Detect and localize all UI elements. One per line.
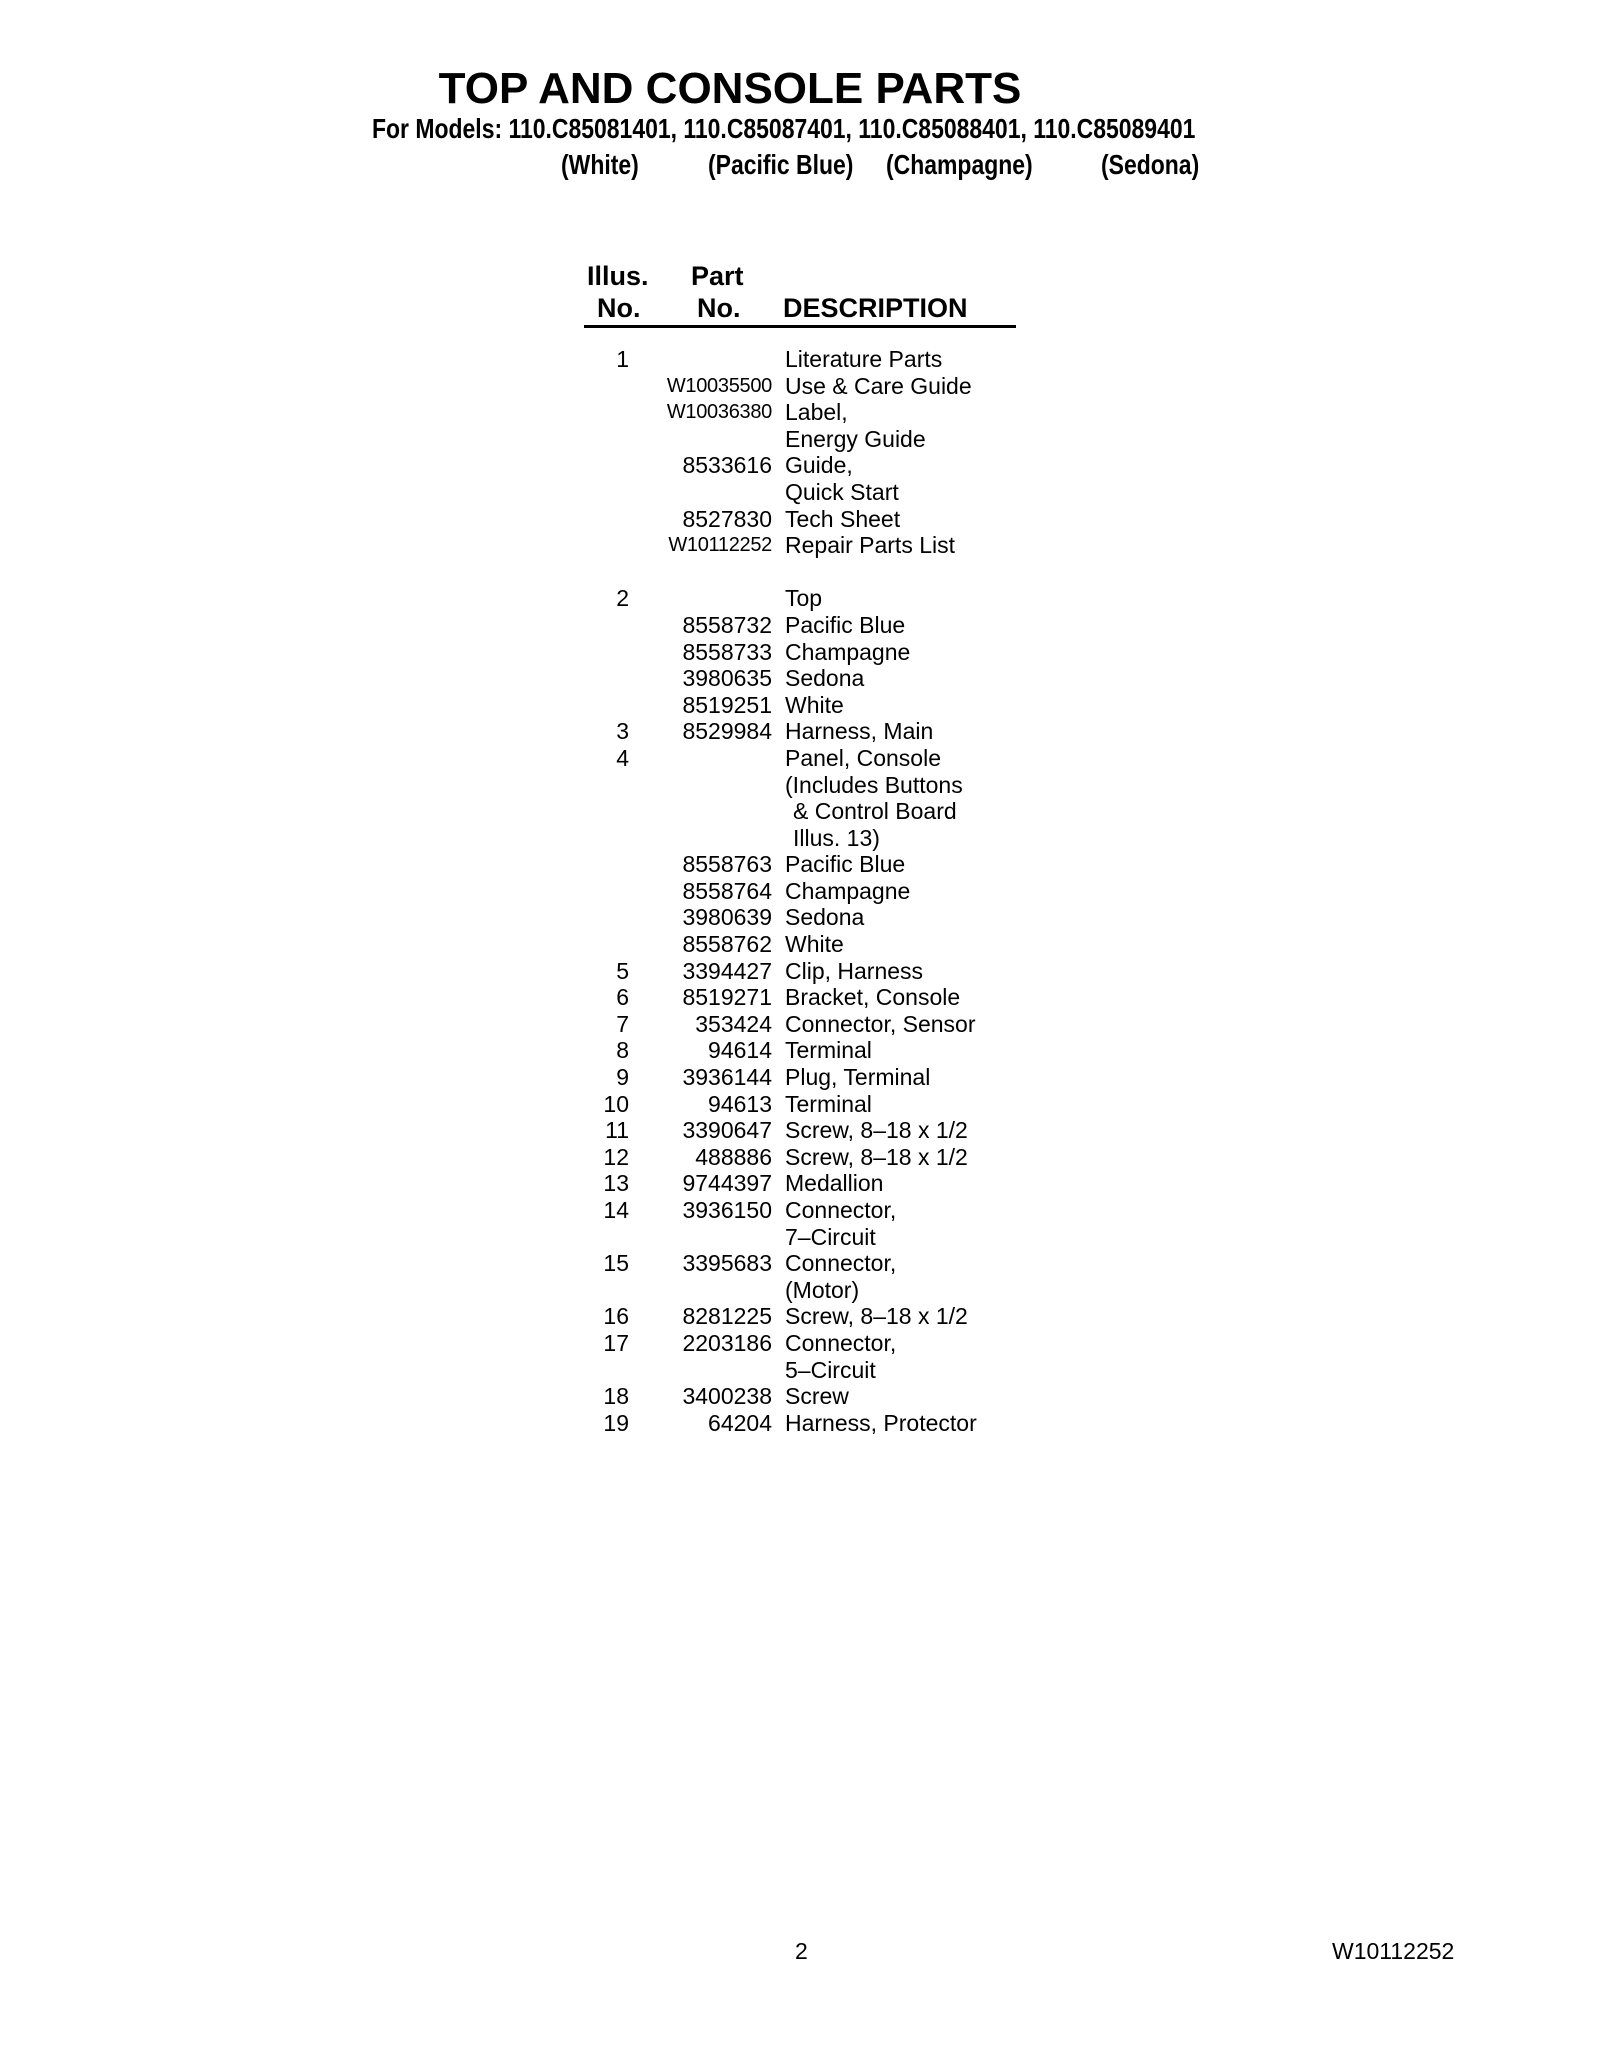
part-number: 353424 xyxy=(695,1010,772,1037)
part-description: & Control Board xyxy=(793,798,957,825)
illus-number: 5 xyxy=(616,957,629,984)
part-number: 488886 xyxy=(695,1143,772,1170)
illus-number: 10 xyxy=(603,1090,629,1117)
part-number: 8558733 xyxy=(682,638,772,665)
table-row xyxy=(0,878,1600,905)
table-row xyxy=(0,1357,1600,1384)
part-number: 94614 xyxy=(708,1037,772,1064)
header-part-line1: Part xyxy=(691,261,744,291)
part-description: Clip, Harness xyxy=(785,957,924,984)
table-row xyxy=(0,825,1600,852)
table-row xyxy=(0,984,1600,1011)
part-description: (Includes Buttons xyxy=(785,771,963,798)
part-description: Bracket, Console xyxy=(785,984,961,1011)
table-row xyxy=(0,559,1600,586)
part-number: 3394427 xyxy=(682,957,772,984)
illus-number: 14 xyxy=(603,1197,629,1223)
part-number: 8558732 xyxy=(682,611,772,638)
part-description: White xyxy=(785,691,844,718)
table-row xyxy=(0,1277,1600,1304)
part-description: Screw, 8–18 x 1/2 xyxy=(785,1117,968,1144)
table-row xyxy=(0,1303,1600,1330)
part-number: 8527830 xyxy=(682,505,772,532)
table-row xyxy=(0,1011,1600,1038)
table-row xyxy=(0,1250,1600,1277)
part-number: 8519271 xyxy=(682,984,772,1011)
parts-list xyxy=(0,346,1600,1436)
part-description: Use & Care Guide xyxy=(785,372,972,399)
variant-white: (White) xyxy=(561,149,639,180)
table-row xyxy=(0,851,1600,878)
part-description: Pacific Blue xyxy=(785,611,906,638)
part-number: W10112252 xyxy=(668,534,772,557)
table-row xyxy=(0,1224,1600,1251)
part-number: 3936150 xyxy=(682,1197,772,1223)
part-number: 8529984 xyxy=(682,718,772,745)
illus-number: 19 xyxy=(603,1409,629,1436)
table-row xyxy=(0,1197,1600,1224)
table-row xyxy=(0,798,1600,825)
table-row xyxy=(0,532,1600,559)
table-row xyxy=(0,931,1600,958)
table-row xyxy=(0,718,1600,745)
part-number: 3395683 xyxy=(682,1250,772,1277)
illus-number: 18 xyxy=(603,1383,629,1410)
table-row xyxy=(0,346,1600,373)
part-number: 3980635 xyxy=(682,665,772,692)
part-description: Quick Start xyxy=(785,478,899,505)
table-row xyxy=(0,1037,1600,1064)
part-description: Harness, Main xyxy=(785,718,934,745)
part-description: Tech Sheet xyxy=(785,505,901,532)
part-number: 8533616 xyxy=(682,452,772,479)
page-title: TOP AND CONSOLE PARTS xyxy=(438,64,1022,113)
models-line: For Models: 110.C85081401, 110.C85087401, 110.C85088401, 110.C85089401 xyxy=(372,113,1196,144)
illus-number: 12 xyxy=(603,1143,629,1170)
illus-number: 8 xyxy=(616,1037,629,1064)
part-description: Sedona xyxy=(785,904,865,931)
table-row xyxy=(0,692,1600,719)
part-description: (Motor) xyxy=(785,1276,860,1303)
table-row xyxy=(0,426,1600,453)
part-description: Champagne xyxy=(785,877,911,904)
table-row xyxy=(0,452,1600,479)
part-description: 5–Circuit xyxy=(785,1356,876,1383)
illus-number: 3 xyxy=(616,718,629,745)
part-description: Sedona xyxy=(785,665,865,692)
part-number: 3390647 xyxy=(682,1117,772,1144)
illus-number: 1 xyxy=(616,346,629,372)
table-row xyxy=(0,904,1600,931)
table-row xyxy=(0,1170,1600,1197)
part-description: Connector, xyxy=(785,1250,897,1277)
part-number: 3936144 xyxy=(682,1064,772,1091)
part-description: Energy Guide xyxy=(785,425,926,452)
part-description: Harness, Protector xyxy=(785,1409,977,1436)
part-description: Top xyxy=(785,585,823,612)
part-description: Medallion xyxy=(785,1170,884,1197)
part-number: 8519251 xyxy=(682,691,772,718)
document-number: W10112252 xyxy=(1332,1938,1455,1964)
part-number: W10036380 xyxy=(666,401,772,424)
part-description: 7–Circuit xyxy=(785,1223,876,1250)
table-row xyxy=(0,1330,1600,1357)
table-row xyxy=(0,1410,1600,1437)
part-number: 94613 xyxy=(708,1090,772,1117)
illus-number: 17 xyxy=(603,1329,629,1356)
illus-number: 2 xyxy=(616,585,629,612)
table-row xyxy=(0,373,1600,400)
part-description: White xyxy=(785,931,844,958)
illus-number: 15 xyxy=(603,1250,629,1277)
part-number: 64204 xyxy=(708,1409,772,1436)
part-description: Connector, xyxy=(785,1197,897,1223)
part-number: W10035500 xyxy=(666,374,772,397)
part-number: 8558764 xyxy=(682,877,772,904)
part-number: 2203186 xyxy=(682,1329,772,1356)
table-row xyxy=(0,612,1600,639)
part-number: 8558763 xyxy=(682,851,772,878)
table-row xyxy=(0,639,1600,666)
part-description: Champagne xyxy=(785,638,911,665)
part-description: Terminal xyxy=(785,1090,872,1117)
table-row xyxy=(0,1117,1600,1144)
table-row xyxy=(0,745,1600,772)
part-number: 9744397 xyxy=(682,1170,772,1197)
part-description: Screw, 8–18 x 1/2 xyxy=(785,1303,968,1330)
part-description: Connector, Sensor xyxy=(785,1010,976,1037)
illus-number: 16 xyxy=(603,1303,629,1330)
illus-number: 11 xyxy=(605,1117,629,1144)
table-row xyxy=(0,772,1600,799)
part-number: 8281225 xyxy=(682,1303,772,1330)
part-number: 8558762 xyxy=(682,931,772,958)
illus-number: 9 xyxy=(616,1064,629,1091)
part-description: Illus. 13) xyxy=(793,824,880,851)
part-description: Screw xyxy=(785,1383,849,1410)
part-description: Guide, xyxy=(785,452,853,479)
illus-number: 7 xyxy=(616,1010,629,1037)
part-description: Pacific Blue xyxy=(785,851,906,878)
table-row xyxy=(0,506,1600,533)
part-description: Plug, Terminal xyxy=(785,1064,931,1091)
part-description: Screw, 8–18 x 1/2 xyxy=(785,1143,968,1170)
part-description: Repair Parts List xyxy=(785,532,956,559)
header-illus-line1: Illus. xyxy=(587,261,649,291)
variant-sedona: (Sedona) xyxy=(1101,149,1200,180)
part-number: 3980639 xyxy=(682,904,772,931)
table-row xyxy=(0,1383,1600,1410)
header-illus-line2: No. xyxy=(597,293,641,323)
part-description: Connector, xyxy=(785,1329,897,1356)
table-row xyxy=(0,585,1600,612)
header-part-line2: No. xyxy=(697,293,741,323)
variant-pacific-blue: (Pacific Blue) xyxy=(708,149,854,180)
illus-number: 13 xyxy=(603,1170,629,1197)
header-rule xyxy=(584,325,1016,328)
part-description: Label, xyxy=(785,399,848,426)
table-row xyxy=(0,479,1600,506)
part-description: Panel, Console xyxy=(785,744,941,771)
header-description: DESCRIPTION xyxy=(783,293,968,323)
variant-champagne: (Champagne) xyxy=(886,149,1033,180)
part-description: Literature Parts xyxy=(785,346,943,372)
illus-number: 4 xyxy=(616,744,629,771)
table-row xyxy=(0,1144,1600,1171)
illus-number: 6 xyxy=(616,984,629,1011)
part-description: Terminal xyxy=(785,1037,872,1064)
part-number: 3400238 xyxy=(682,1383,772,1410)
table-row xyxy=(0,399,1600,426)
page-number: 2 xyxy=(795,1938,808,1964)
table-row xyxy=(0,958,1600,985)
table-row xyxy=(0,1091,1600,1118)
table-row xyxy=(0,1064,1600,1091)
table-row xyxy=(0,665,1600,692)
